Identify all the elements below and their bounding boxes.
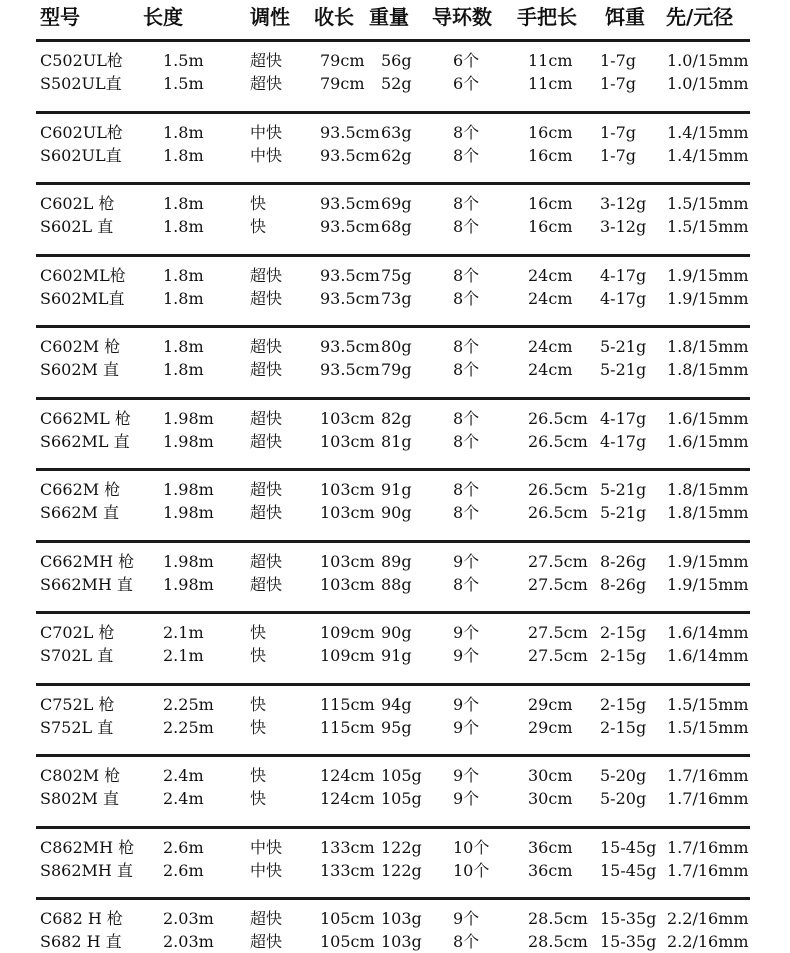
cell-weight: 79g: [381, 360, 412, 379]
cell-handle-length: 11cm: [528, 74, 573, 93]
cell-tip-butt-diameter: 1.9/15mm: [667, 551, 749, 571]
cell-handle-length: 24cm: [528, 337, 573, 356]
cell-action: 超快: [250, 909, 283, 928]
row-divider: [36, 897, 750, 900]
cell-length: 1.98m: [163, 503, 214, 522]
cell-handle-length: 16cm: [528, 145, 573, 165]
cell-handle-length: 27.5cm: [528, 551, 588, 571]
row-divider: [36, 254, 750, 257]
cell-model: S602ML直: [40, 288, 125, 308]
cell-weight: 81g: [381, 431, 412, 451]
cell-collapsed-length: 93.5cm: [320, 145, 380, 165]
cell-handle-length: 27.5cm: [528, 646, 588, 665]
header-handle-length: 手把长: [517, 5, 577, 29]
cell-lure-weight: 15-35g: [600, 932, 657, 951]
cell-collapsed-length: 93.5cm: [320, 337, 380, 356]
cell-lure-weight: 5-20g: [600, 789, 647, 808]
cell-model: C602UL枪: [40, 122, 123, 142]
cell-guide-rings: 8个: [453, 574, 480, 594]
cell-collapsed-length: 93.5cm: [320, 194, 380, 213]
cell-action: 中快: [250, 122, 283, 142]
cell-model: S602L 直: [40, 217, 114, 236]
cell-lure-weight: 4-17g: [600, 431, 647, 451]
cell-model: C602ML枪: [40, 265, 126, 285]
cell-length: 1.8m: [163, 145, 204, 165]
cell-tip-butt-diameter: 1.7/16mm: [667, 789, 749, 808]
cell-length: 2.4m: [163, 789, 204, 808]
cell-handle-length: 26.5cm: [528, 408, 588, 428]
cell-lure-weight: 8-26g: [600, 551, 647, 571]
cell-action: 快: [250, 623, 267, 642]
cell-weight: 89g: [381, 551, 412, 571]
cell-collapsed-length: 109cm: [320, 623, 375, 642]
cell-tip-butt-diameter: 1.5/15mm: [667, 694, 749, 714]
cell-collapsed-length: 93.5cm: [320, 217, 380, 236]
cell-model: S502UL直: [40, 74, 122, 93]
cell-handle-length: 16cm: [528, 194, 573, 213]
row-divider: [36, 397, 750, 400]
cell-collapsed-length: 103cm: [320, 503, 375, 522]
cell-model: S702L 直: [40, 646, 114, 665]
cell-action: 中快: [250, 837, 283, 857]
cell-guide-rings: 9个: [453, 909, 480, 928]
cell-handle-length: 26.5cm: [528, 480, 588, 499]
cell-lure-weight: 4-17g: [600, 408, 647, 428]
table-row: [0, 431, 790, 453]
cell-tip-butt-diameter: 1.5/15mm: [667, 217, 749, 236]
cell-lure-weight: 3-12g: [600, 194, 647, 213]
cell-weight: 52g: [381, 74, 412, 93]
cell-model: S682 H 直: [40, 932, 122, 951]
table-row: [0, 551, 790, 573]
cell-lure-weight: 15-35g: [600, 909, 657, 928]
cell-length: 2.6m: [163, 860, 204, 880]
cell-model: S602M 直: [40, 360, 119, 379]
cell-weight: 95g: [381, 717, 412, 737]
cell-model: S802M 直: [40, 789, 119, 808]
table-row: [0, 765, 790, 787]
cell-tip-butt-diameter: 2.2/16mm: [667, 932, 749, 951]
cell-tip-butt-diameter: 1.5/15mm: [667, 717, 749, 737]
cell-model: C662M 枪: [40, 480, 121, 499]
cell-length: 1.8m: [163, 265, 204, 285]
cell-weight: 80g: [381, 337, 412, 356]
row-divider: [36, 468, 750, 471]
cell-collapsed-length: 103cm: [320, 551, 375, 571]
cell-guide-rings: 8个: [453, 932, 480, 951]
row-divider: [36, 683, 750, 686]
cell-weight: 88g: [381, 574, 412, 594]
cell-collapsed-length: 105cm: [320, 932, 375, 951]
cell-guide-rings: 6个: [453, 51, 480, 70]
cell-action: 超快: [250, 265, 283, 285]
table-row: [0, 908, 790, 930]
cell-length: 1.98m: [163, 431, 214, 451]
cell-model: C662MH 枪: [40, 551, 135, 571]
row-divider: [36, 611, 750, 614]
cell-length: 2.1m: [163, 623, 204, 642]
cell-length: 2.1m: [163, 646, 204, 665]
cell-length: 2.25m: [163, 694, 214, 714]
cell-collapsed-length: 103cm: [320, 408, 375, 428]
table-row: [0, 50, 790, 72]
cell-model: C502UL枪: [40, 51, 123, 70]
table-row: [0, 359, 790, 381]
cell-collapsed-length: 109cm: [320, 646, 375, 665]
cell-handle-length: 36cm: [528, 837, 573, 857]
cell-action: 快: [250, 694, 267, 714]
cell-action: 超快: [250, 51, 283, 70]
cell-guide-rings: 8个: [453, 431, 480, 451]
cell-collapsed-length: 93.5cm: [320, 122, 380, 142]
cell-collapsed-length: 103cm: [320, 480, 375, 499]
row-divider: [36, 182, 750, 185]
header-weight: 重量: [369, 5, 409, 29]
cell-handle-length: 16cm: [528, 122, 573, 142]
header-action: 调性: [250, 5, 290, 29]
cell-lure-weight: 1-7g: [600, 122, 637, 142]
cell-action: 超快: [250, 574, 283, 594]
cell-guide-rings: 8个: [453, 265, 480, 285]
cell-length: 1.98m: [163, 574, 214, 594]
header-model: 型号: [40, 5, 80, 29]
table-row: [0, 694, 790, 716]
cell-weight: 62g: [381, 145, 412, 165]
cell-weight: 122g: [381, 860, 422, 880]
cell-action: 超快: [250, 932, 283, 951]
cell-tip-butt-diameter: 1.4/15mm: [667, 122, 749, 142]
cell-length: 1.98m: [163, 408, 214, 428]
cell-action: 中快: [250, 145, 283, 165]
table-row: [0, 837, 790, 859]
cell-lure-weight: 3-12g: [600, 217, 647, 236]
cell-action: 快: [250, 789, 267, 808]
cell-model: C602M 枪: [40, 337, 121, 356]
cell-guide-rings: 10个: [453, 837, 490, 857]
cell-length: 1.8m: [163, 337, 204, 356]
cell-model: S862MH 直: [40, 860, 133, 880]
cell-handle-length: 30cm: [528, 766, 573, 785]
cell-model: C662ML 枪: [40, 408, 131, 428]
cell-lure-weight: 2-15g: [600, 646, 647, 665]
cell-lure-weight: 5-21g: [600, 503, 647, 522]
cell-handle-length: 24cm: [528, 288, 573, 308]
cell-collapsed-length: 79cm: [320, 74, 365, 93]
cell-collapsed-length: 133cm: [320, 860, 375, 880]
cell-tip-butt-diameter: 1.8/15mm: [667, 480, 749, 499]
cell-guide-rings: 9个: [453, 694, 480, 714]
cell-lure-weight: 5-21g: [600, 480, 647, 499]
cell-handle-length: 29cm: [528, 717, 573, 737]
cell-action: 超快: [250, 288, 283, 308]
cell-tip-butt-diameter: 1.7/16mm: [667, 766, 749, 785]
table-row: [0, 860, 790, 882]
cell-action: 超快: [250, 360, 283, 379]
cell-tip-butt-diameter: 1.0/15mm: [667, 51, 749, 70]
cell-tip-butt-diameter: 1.0/15mm: [667, 74, 749, 93]
cell-guide-rings: 9个: [453, 623, 480, 642]
cell-guide-rings: 8个: [453, 194, 480, 213]
cell-length: 1.98m: [163, 551, 214, 571]
cell-weight: 63g: [381, 122, 412, 142]
cell-weight: 69g: [381, 194, 412, 213]
cell-length: 1.8m: [163, 288, 204, 308]
cell-lure-weight: 4-17g: [600, 265, 647, 285]
table-row: [0, 479, 790, 501]
cell-action: 超快: [250, 551, 283, 571]
cell-model: S752L 直: [40, 717, 114, 737]
cell-tip-butt-diameter: 2.2/16mm: [667, 909, 749, 928]
cell-handle-length: 36cm: [528, 860, 573, 880]
cell-weight: 82g: [381, 408, 412, 428]
cell-tip-butt-diameter: 1.8/15mm: [667, 503, 749, 522]
cell-lure-weight: 1-7g: [600, 51, 637, 70]
cell-weight: 94g: [381, 694, 412, 714]
cell-collapsed-length: 124cm: [320, 766, 375, 785]
cell-guide-rings: 8个: [453, 503, 480, 522]
cell-weight: 73g: [381, 288, 412, 308]
cell-action: 超快: [250, 337, 283, 356]
cell-handle-length: 28.5cm: [528, 932, 588, 951]
cell-tip-butt-diameter: 1.8/15mm: [667, 360, 749, 379]
cell-tip-butt-diameter: 1.9/15mm: [667, 288, 749, 308]
cell-weight: 105g: [381, 789, 422, 808]
cell-weight: 103g: [381, 932, 422, 951]
cell-length: 1.5m: [163, 74, 204, 93]
cell-lure-weight: 5-20g: [600, 766, 647, 785]
cell-weight: 91g: [381, 480, 412, 499]
cell-guide-rings: 8个: [453, 288, 480, 308]
header-collapsed-length: 收长: [314, 5, 354, 29]
cell-guide-rings: 9个: [453, 717, 480, 737]
cell-tip-butt-diameter: 1.6/14mm: [667, 623, 749, 642]
cell-handle-length: 27.5cm: [528, 574, 588, 594]
cell-lure-weight: 8-26g: [600, 574, 647, 594]
cell-length: 2.25m: [163, 717, 214, 737]
cell-tip-butt-diameter: 1.6/15mm: [667, 431, 749, 451]
cell-collapsed-length: 93.5cm: [320, 265, 380, 285]
cell-collapsed-length: 79cm: [320, 51, 365, 70]
cell-weight: 103g: [381, 909, 422, 928]
cell-model: C682 H 枪: [40, 909, 123, 928]
table-row: [0, 288, 790, 310]
cell-weight: 122g: [381, 837, 422, 857]
cell-lure-weight: 1-7g: [600, 74, 637, 93]
row-divider: [36, 111, 750, 114]
header-lure-weight: 饵重: [605, 5, 645, 29]
cell-tip-butt-diameter: 1.7/16mm: [667, 837, 749, 857]
cell-collapsed-length: 93.5cm: [320, 360, 380, 379]
cell-handle-length: 11cm: [528, 51, 573, 70]
cell-lure-weight: 2-15g: [600, 694, 647, 714]
table-row: [0, 216, 790, 238]
table-row: [0, 145, 790, 167]
table-row: [0, 502, 790, 524]
cell-tip-butt-diameter: 1.4/15mm: [667, 145, 749, 165]
cell-tip-butt-diameter: 1.6/15mm: [667, 408, 749, 428]
cell-lure-weight: 15-45g: [600, 837, 657, 857]
cell-model: C702L 枪: [40, 623, 115, 642]
cell-handle-length: 24cm: [528, 360, 573, 379]
cell-weight: 75g: [381, 265, 412, 285]
cell-handle-length: 29cm: [528, 694, 573, 714]
cell-tip-butt-diameter: 1.8/15mm: [667, 337, 749, 356]
cell-lure-weight: 1-7g: [600, 145, 637, 165]
cell-action: 超快: [250, 431, 283, 451]
cell-length: 1.98m: [163, 480, 214, 499]
table-row: [0, 645, 790, 667]
cell-guide-rings: 8个: [453, 337, 480, 356]
cell-model: C802M 枪: [40, 766, 121, 785]
cell-lure-weight: 5-21g: [600, 360, 647, 379]
table-header: [0, 0, 790, 36]
cell-model: C862MH 枪: [40, 837, 135, 857]
cell-model: S662M 直: [40, 503, 119, 522]
cell-action: 超快: [250, 480, 283, 499]
row-divider: [36, 39, 750, 42]
table-row: [0, 717, 790, 739]
cell-collapsed-length: 105cm: [320, 909, 375, 928]
table-row: [0, 336, 790, 358]
cell-guide-rings: 8个: [453, 217, 480, 236]
cell-collapsed-length: 93.5cm: [320, 288, 380, 308]
cell-length: 1.8m: [163, 217, 204, 236]
cell-guide-rings: 9个: [453, 551, 480, 571]
cell-model: C602L 枪: [40, 194, 115, 213]
cell-lure-weight: 4-17g: [600, 288, 647, 308]
table-row: [0, 265, 790, 287]
cell-length: 1.8m: [163, 360, 204, 379]
cell-action: 快: [250, 217, 267, 236]
cell-collapsed-length: 103cm: [320, 574, 375, 594]
cell-length: 1.8m: [163, 122, 204, 142]
row-divider: [36, 325, 750, 328]
cell-guide-rings: 8个: [453, 480, 480, 499]
cell-handle-length: 16cm: [528, 217, 573, 236]
cell-length: 1.5m: [163, 51, 204, 70]
cell-collapsed-length: 115cm: [320, 717, 375, 737]
cell-lure-weight: 2-15g: [600, 717, 647, 737]
row-divider: [36, 826, 750, 829]
cell-guide-rings: 9个: [453, 766, 480, 785]
cell-action: 快: [250, 194, 267, 213]
cell-model: S662ML 直: [40, 431, 130, 451]
cell-handle-length: 24cm: [528, 265, 573, 285]
cell-length: 2.6m: [163, 837, 204, 857]
table-row: [0, 408, 790, 430]
cell-guide-rings: 10个: [453, 860, 490, 880]
cell-weight: 91g: [381, 646, 412, 665]
row-divider: [36, 540, 750, 543]
cell-collapsed-length: 133cm: [320, 837, 375, 857]
table-row: [0, 574, 790, 596]
cell-handle-length: 26.5cm: [528, 503, 588, 522]
cell-handle-length: 28.5cm: [528, 909, 588, 928]
cell-action: 快: [250, 646, 267, 665]
cell-action: 超快: [250, 503, 283, 522]
table-row: [0, 193, 790, 215]
cell-lure-weight: 15-45g: [600, 860, 657, 880]
cell-weight: 90g: [381, 623, 412, 642]
cell-model: C752L 枪: [40, 694, 115, 714]
table-row: [0, 122, 790, 144]
cell-guide-rings: 8个: [453, 122, 480, 142]
cell-length: 1.8m: [163, 194, 204, 213]
header-tip-butt-diameter: 先/元径: [666, 5, 734, 29]
header-length: 长度: [143, 5, 183, 29]
cell-length: 2.03m: [163, 932, 214, 951]
cell-tip-butt-diameter: 1.7/16mm: [667, 860, 749, 880]
cell-tip-butt-diameter: 1.5/15mm: [667, 194, 749, 213]
cell-action: 超快: [250, 408, 283, 428]
cell-action: 中快: [250, 860, 283, 880]
cell-handle-length: 30cm: [528, 789, 573, 808]
cell-lure-weight: 2-15g: [600, 623, 647, 642]
cell-weight: 68g: [381, 217, 412, 236]
cell-weight: 90g: [381, 503, 412, 522]
cell-lure-weight: 5-21g: [600, 337, 647, 356]
row-divider: [36, 754, 750, 757]
cell-guide-rings: 9个: [453, 789, 480, 808]
cell-length: 2.4m: [163, 766, 204, 785]
cell-action: 快: [250, 766, 267, 785]
cell-guide-rings: 9个: [453, 646, 480, 665]
cell-handle-length: 27.5cm: [528, 623, 588, 642]
cell-guide-rings: 8个: [453, 145, 480, 165]
cell-guide-rings: 8个: [453, 408, 480, 428]
cell-tip-butt-diameter: 1.9/15mm: [667, 574, 749, 594]
cell-tip-butt-diameter: 1.6/14mm: [667, 646, 749, 665]
cell-weight: 56g: [381, 51, 412, 70]
table-row: [0, 788, 790, 810]
cell-action: 快: [250, 717, 267, 737]
table-row: [0, 73, 790, 95]
cell-collapsed-length: 115cm: [320, 694, 375, 714]
table-row: [0, 622, 790, 644]
cell-collapsed-length: 124cm: [320, 789, 375, 808]
cell-guide-rings: 6个: [453, 74, 480, 93]
cell-model: S662MH 直: [40, 574, 133, 594]
cell-collapsed-length: 103cm: [320, 431, 375, 451]
cell-guide-rings: 8个: [453, 360, 480, 379]
cell-model: S602UL直: [40, 145, 122, 165]
cell-length: 2.03m: [163, 909, 214, 928]
cell-handle-length: 26.5cm: [528, 431, 588, 451]
header-guide-rings: 导环数: [432, 5, 492, 29]
cell-tip-butt-diameter: 1.9/15mm: [667, 265, 749, 285]
cell-action: 超快: [250, 74, 283, 93]
cell-weight: 105g: [381, 766, 422, 785]
